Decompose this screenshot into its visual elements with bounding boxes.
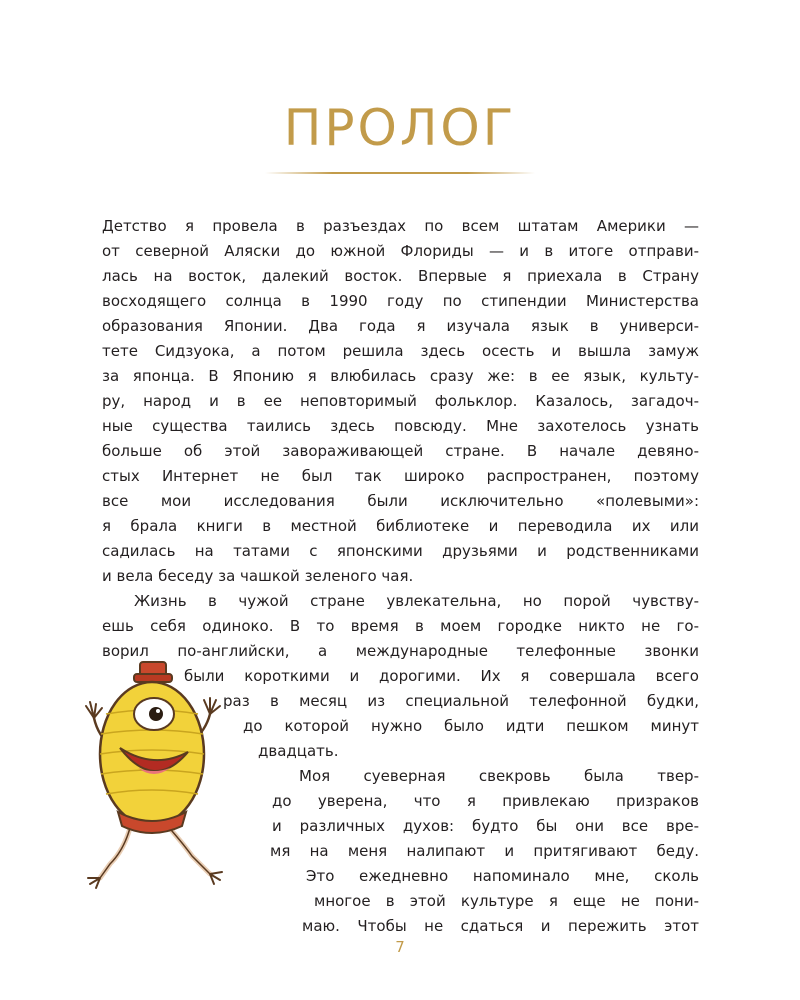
lantern-ghost-illustration xyxy=(60,652,260,912)
text-line: ешь себя одиноко. В то время в моем городке никто не го- xyxy=(102,617,699,635)
text-line: ру, народ и в ее неповторимый фольклор. Казалось, загадоч- xyxy=(102,392,699,410)
text-line: стых Интернет не был так широко распространен, поэтому xyxy=(102,467,699,485)
text-line: раз в месяц из специальной телефонной будки, xyxy=(223,692,699,710)
text-line: больше об этой завораживающей стране. В начале девяно- xyxy=(102,442,699,460)
text-line: Жизнь в чужой стране увлекательна, но порой чувству- xyxy=(134,592,699,610)
text-line: ные существа таились здесь повсюду. Мне захотелось узнать xyxy=(102,417,699,435)
text-line: образования Японии. Два года я изучала язык в универси- xyxy=(102,317,699,335)
text-line: тете Сидзуока, а потом решила здесь осесть и вышла замуж xyxy=(102,342,699,360)
page-number: 7 xyxy=(395,938,405,956)
text-line: Моя суеверная свекровь была твер- xyxy=(299,767,699,785)
title-divider xyxy=(265,172,535,174)
text-line: двадцать. xyxy=(258,742,339,760)
text-line: от северной Аляски до южной Флориды — и в итоге отправи- xyxy=(102,242,699,260)
text-line: садилась на татами с японскими друзьями и родственниками xyxy=(102,542,699,560)
text-line: до уверена, что я привлекаю призраков xyxy=(272,792,699,810)
page-title: ПРОЛОГ xyxy=(283,99,517,157)
text-line: многое в этой культуре я еще не пони- xyxy=(314,892,699,910)
text-line: Это ежедневно напоминало мне, сколь xyxy=(306,867,699,885)
text-line: ворил по-английски, а международные телефонные звонки xyxy=(102,642,699,660)
text-line: были короткими и дорогими. Их я совершала всего xyxy=(184,667,699,685)
text-line: восходящего солнца в 1990 году по стипендии Министерства xyxy=(102,292,699,310)
text-line: я брала книги в местной библиотеке и переводила их или xyxy=(102,517,699,535)
text-line: и различных духов: будто бы они все вре- xyxy=(272,817,699,835)
text-line: за японца. В Японию я влюбилась сразу же: в ее язык, культу- xyxy=(102,367,699,385)
text-line: лась на восток, далекий восток. Впервые я приехала в Страну xyxy=(102,267,699,285)
text-line: мя на меня налипают и притягивают беду. xyxy=(270,842,699,860)
text-line: все мои исследования были исключительно «полевыми»: xyxy=(102,492,699,510)
text-line: Детство я провела в разъездах по всем штатам Америки — xyxy=(102,217,699,235)
text-line: до которой нужно было идти пешком минут xyxy=(243,717,699,735)
text-line: и вела беседу за чашкой зеленого чая. xyxy=(102,567,414,585)
text-line: маю. Чтобы не сдаться и пережить этот xyxy=(302,917,699,935)
